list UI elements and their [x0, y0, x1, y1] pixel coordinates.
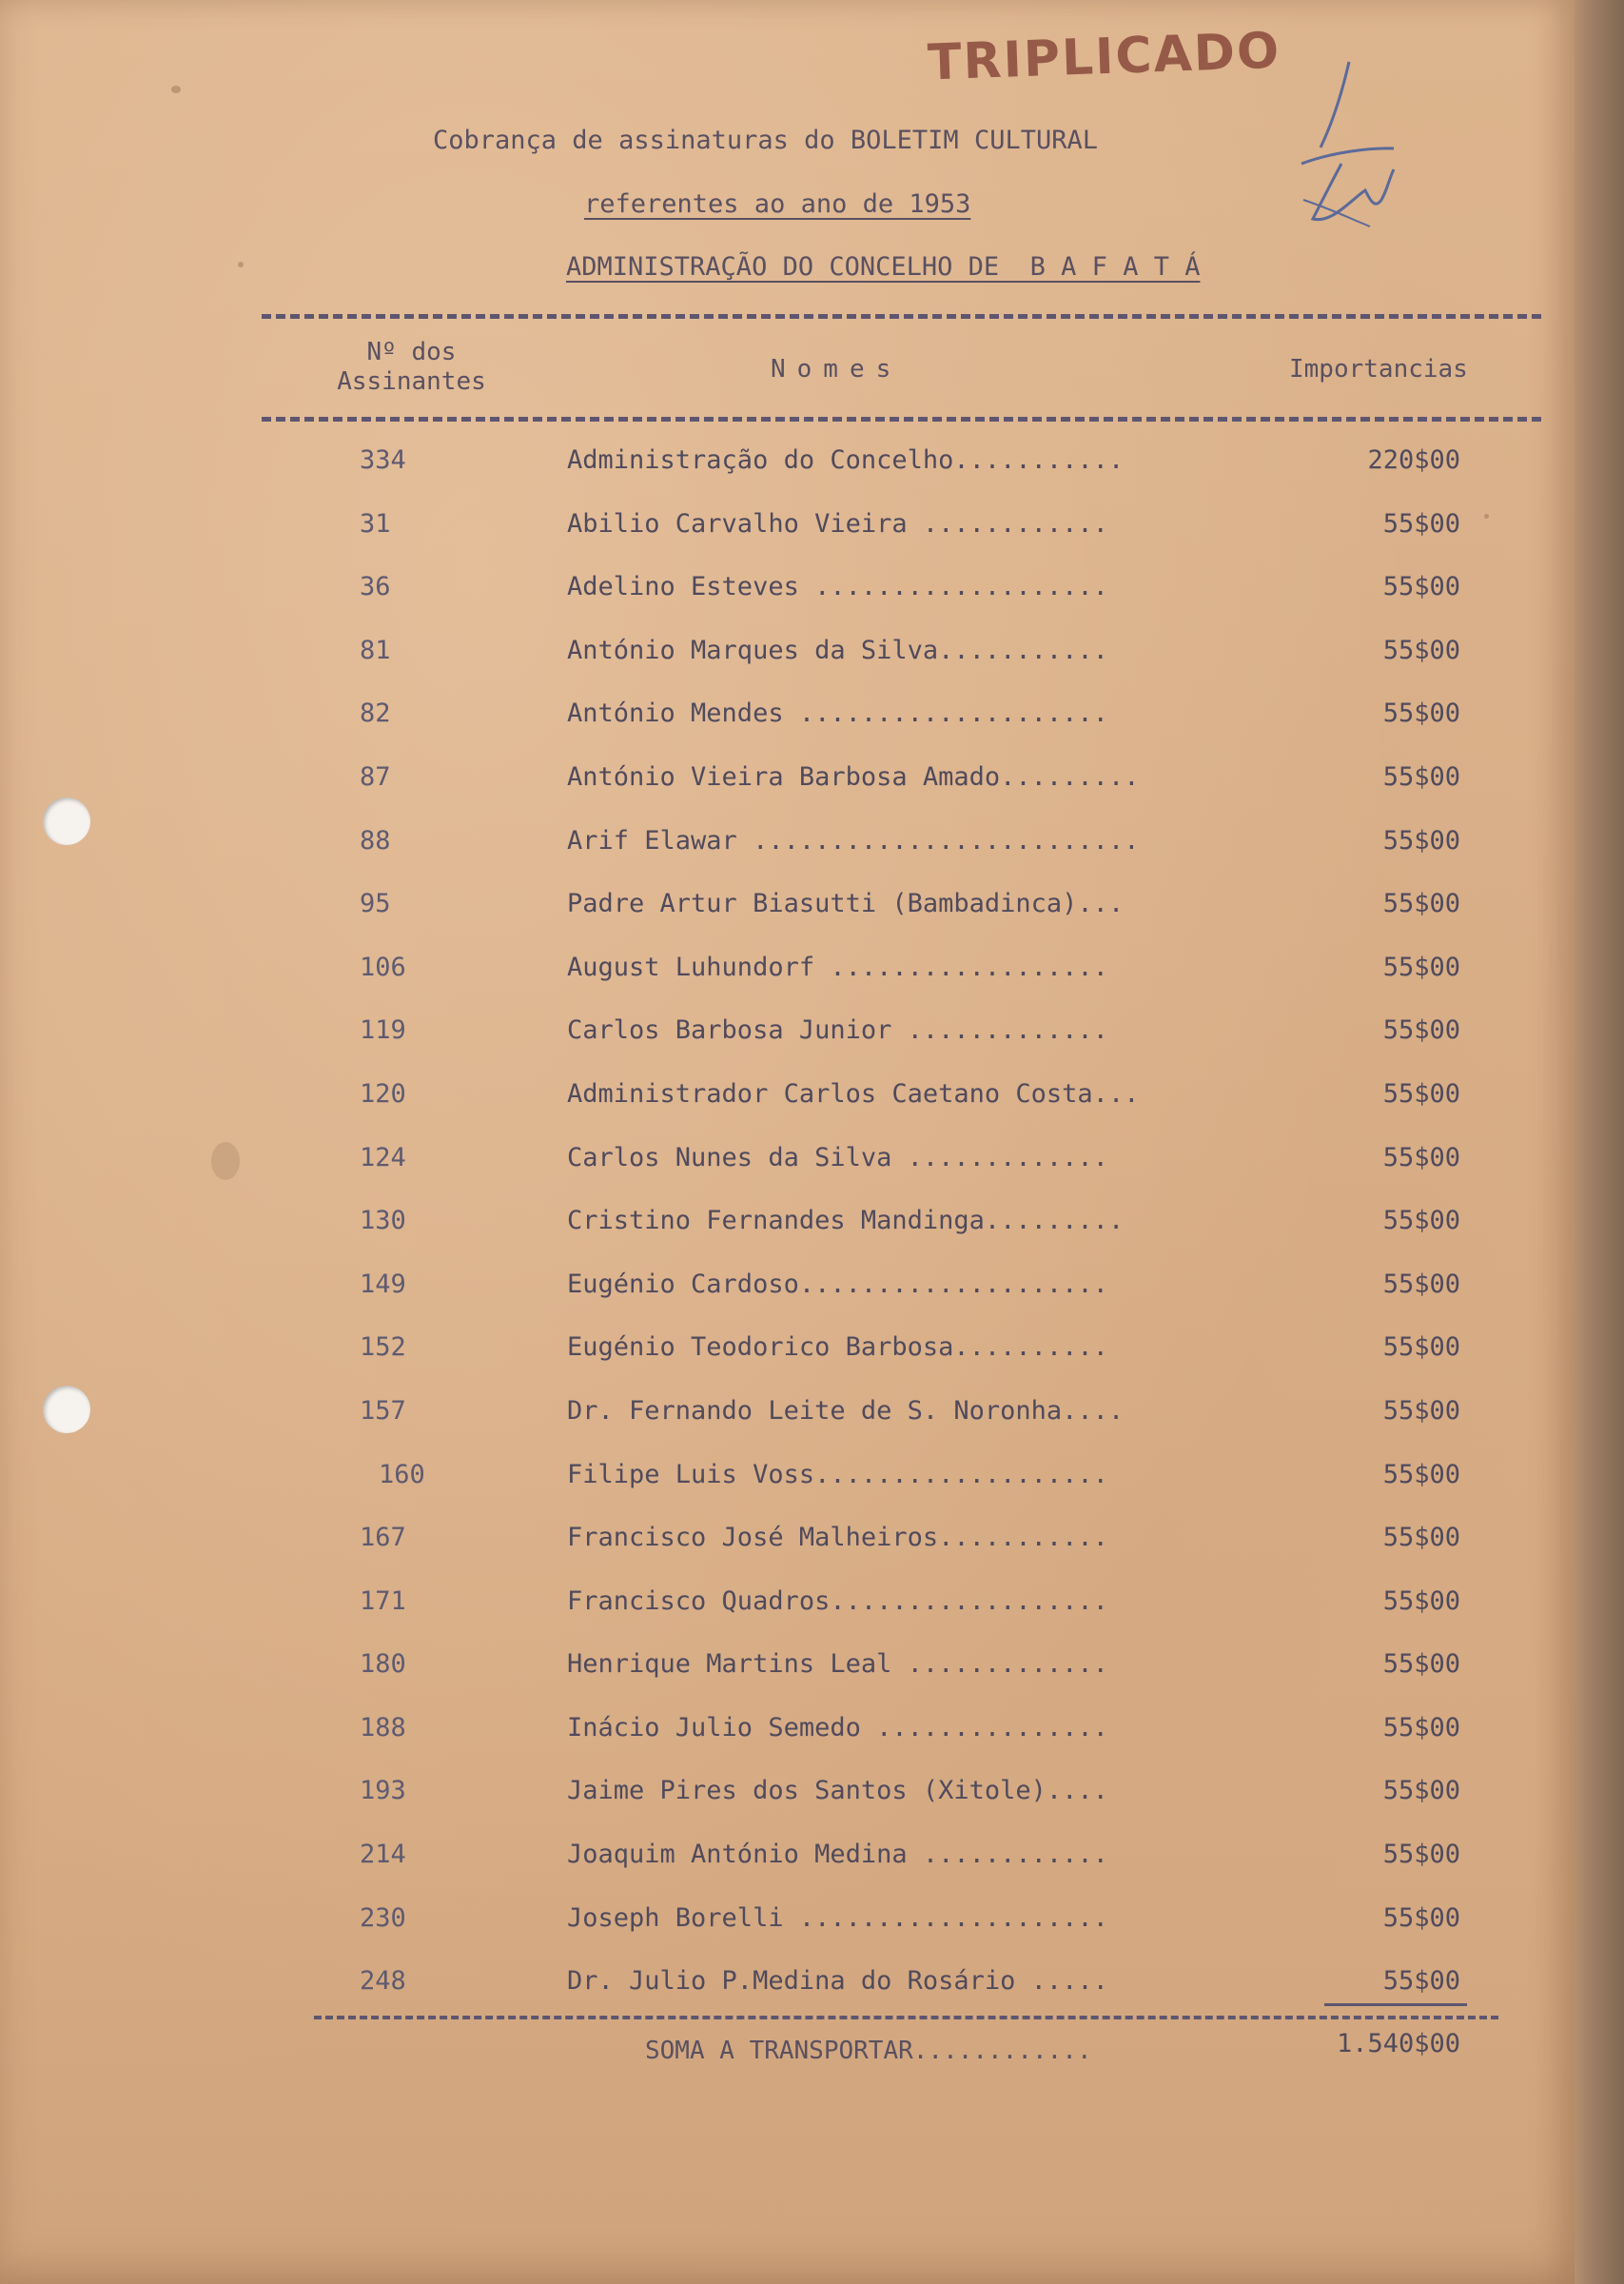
dashed-divider — [314, 2016, 1498, 2019]
subscription-amount: 55$00 — [1382, 1712, 1460, 1743]
subscriber-number: 119 — [360, 1015, 406, 1046]
subscription-amount: 55$00 — [1382, 1269, 1460, 1299]
column-header-names: Nomes — [771, 355, 903, 384]
dashed-divider — [262, 417, 1541, 422]
amount-underline — [1324, 2003, 1467, 2006]
subscriber-name: Abilio Carvalho Vieira ............ — [567, 508, 1108, 539]
table-row — [0, 1455, 1575, 1519]
subscriber-number: 167 — [360, 1523, 406, 1553]
subscription-amount: 55$00 — [1382, 825, 1460, 856]
subscription-amount: 55$00 — [1382, 635, 1460, 665]
subscriber-name: Arif Elawar ......................... — [567, 825, 1140, 856]
subscription-amount: 55$00 — [1382, 1395, 1460, 1426]
document-subtitle-year: referentes ao ano de 1953 — [584, 189, 971, 219]
table-row — [0, 1265, 1575, 1329]
table-row — [0, 1708, 1575, 1772]
table-row — [0, 567, 1575, 631]
column-header-number: Nº dos Assinantes — [337, 338, 486, 396]
table-row — [0, 1328, 1575, 1391]
table-row — [0, 1011, 1575, 1074]
subscription-amount: 55$00 — [1382, 1459, 1460, 1489]
table-row — [0, 441, 1575, 504]
subscriber-name: Carlos Nunes da Silva ............. — [567, 1142, 1108, 1172]
subscriber-number: 106 — [360, 952, 406, 982]
table-row — [0, 1771, 1575, 1835]
table-row — [0, 504, 1575, 568]
subscriber-name: Inácio Julio Semedo ............... — [567, 1712, 1108, 1743]
subscriber-name: Carlos Barbosa Junior ............. — [567, 1015, 1108, 1046]
subscription-amount: 55$00 — [1382, 508, 1460, 539]
subscriber-number: 149 — [360, 1269, 406, 1299]
table-row — [0, 1201, 1575, 1265]
table-row — [0, 631, 1575, 695]
subscription-amount: 55$00 — [1382, 1585, 1460, 1616]
total-amount: 1.540$00 — [1336, 2029, 1460, 2058]
subscriber-name: Filipe Luis Voss................... — [567, 1459, 1108, 1489]
dashed-divider — [262, 314, 1541, 319]
subscriber-number: 188 — [360, 1712, 406, 1743]
subscriber-name: Administração do Concelho........... — [567, 445, 1125, 475]
subscriber-name: Jaime Pires dos Santos (Xitole).... — [567, 1776, 1108, 1806]
table-row — [0, 758, 1575, 821]
subscription-amount: 55$00 — [1382, 1206, 1460, 1236]
table-row — [0, 1391, 1575, 1455]
subscriber-name: António Mendes .................... — [567, 699, 1108, 729]
subscriber-number: 82 — [360, 699, 391, 729]
subscriber-name: Joaquim António Medina ............ — [567, 1840, 1108, 1870]
subscriber-name: Cristino Fernandes Mandinga......... — [567, 1206, 1125, 1236]
subscriber-name: Administrador Carlos Caetano Costa... — [567, 1078, 1140, 1109]
subscriber-number: 95 — [360, 889, 391, 919]
document-administration: ADMINISTRAÇÃO DO CONCELHO DE B A F A T Á — [566, 252, 1201, 282]
table-row — [0, 821, 1575, 885]
table-row — [0, 1582, 1575, 1645]
total-label: SOMA A TRANSPORTAR............ — [645, 2037, 1092, 2065]
subscription-amount: 55$00 — [1382, 1015, 1460, 1046]
subscriber-name: Henrique Martins Leal ............. — [567, 1649, 1108, 1680]
subscriber-number: 214 — [360, 1840, 406, 1870]
subscription-amount: 55$00 — [1382, 889, 1460, 919]
table-row — [0, 948, 1575, 1012]
subscriber-number: 36 — [360, 572, 391, 602]
subscriber-number: 152 — [360, 1332, 406, 1363]
subscriber-number: 193 — [360, 1776, 406, 1806]
table-row — [0, 1518, 1575, 1582]
subscriber-number: 248 — [360, 1966, 406, 1997]
subscriber-name: Francisco José Malheiros........... — [567, 1523, 1108, 1553]
subscription-amount: 55$00 — [1382, 1776, 1460, 1806]
table-row — [0, 1899, 1575, 1962]
subscriber-number: 124 — [360, 1142, 406, 1172]
column-header-amounts: Importancias — [1289, 355, 1468, 384]
subscriber-name: Francisco Quadros.................. — [567, 1585, 1108, 1616]
subscription-amount: 55$00 — [1382, 1902, 1460, 1933]
subscription-amount: 55$00 — [1382, 1523, 1460, 1553]
subscriber-number: 130 — [360, 1206, 406, 1236]
subscriber-number: 230 — [360, 1902, 406, 1933]
subscriber-name: Adelino Esteves ................... — [567, 572, 1108, 602]
subscriber-number: 171 — [360, 1585, 406, 1616]
table-row — [0, 1644, 1575, 1708]
subscriber-number: 88 — [360, 825, 391, 856]
handwritten-signature — [1275, 57, 1408, 238]
subscriber-name: Joseph Borelli .................... — [567, 1902, 1108, 1933]
triplicado-stamp: TRIPLICADO — [927, 22, 1282, 92]
table-row — [0, 1074, 1575, 1138]
subscription-amount: 55$00 — [1382, 1332, 1460, 1363]
background-edge — [1575, 0, 1624, 2284]
subscription-amount: 55$00 — [1382, 572, 1460, 602]
subscription-amount: 55$00 — [1382, 1966, 1460, 1997]
paper-speck — [238, 262, 244, 267]
subscriber-name: Eugénio Teodorico Barbosa.......... — [567, 1332, 1108, 1363]
table-row — [0, 1138, 1575, 1202]
subscriber-list — [0, 441, 1575, 2025]
subscriber-number: 180 — [360, 1649, 406, 1680]
subscriber-number: 120 — [360, 1078, 406, 1109]
subscriber-name: António Marques da Silva........... — [567, 635, 1108, 665]
subscriber-number: 31 — [360, 508, 391, 539]
subscriber-number: 157 — [360, 1395, 406, 1426]
subscriber-name: August Luhundorf .................. — [567, 952, 1108, 982]
subscriber-name: Eugénio Cardoso.................... — [567, 1269, 1108, 1299]
subscription-amount: 55$00 — [1382, 952, 1460, 982]
subscriber-name: Dr. Julio P.Medina do Rosário ..... — [567, 1966, 1108, 1997]
document-title: Cobrança de assinaturas do BOLETIM CULTURAL — [433, 126, 1098, 155]
subscription-amount: 55$00 — [1382, 1649, 1460, 1680]
table-row — [0, 884, 1575, 948]
table-row — [0, 694, 1575, 758]
subscriber-name: Padre Artur Biasutti (Bambadinca)... — [567, 889, 1125, 919]
subscriber-number: 87 — [360, 761, 391, 792]
subscriber-number: 334 — [360, 445, 406, 475]
table-row — [0, 1835, 1575, 1899]
subscription-amount: 55$00 — [1382, 761, 1460, 792]
subscription-amount: 220$00 — [1367, 445, 1460, 475]
subscription-amount: 55$00 — [1382, 1078, 1460, 1109]
subscription-amount: 55$00 — [1382, 1840, 1460, 1870]
subscriber-name: António Vieira Barbosa Amado......... — [567, 761, 1140, 792]
subscriber-name: Dr. Fernando Leite de S. Noronha.... — [567, 1395, 1125, 1426]
subscriber-number: 81 — [360, 635, 391, 665]
subscription-amount: 55$00 — [1382, 699, 1460, 729]
subscription-amount: 55$00 — [1382, 1142, 1460, 1172]
subscriber-number: 160 — [379, 1459, 425, 1489]
paper-speck — [171, 86, 181, 93]
